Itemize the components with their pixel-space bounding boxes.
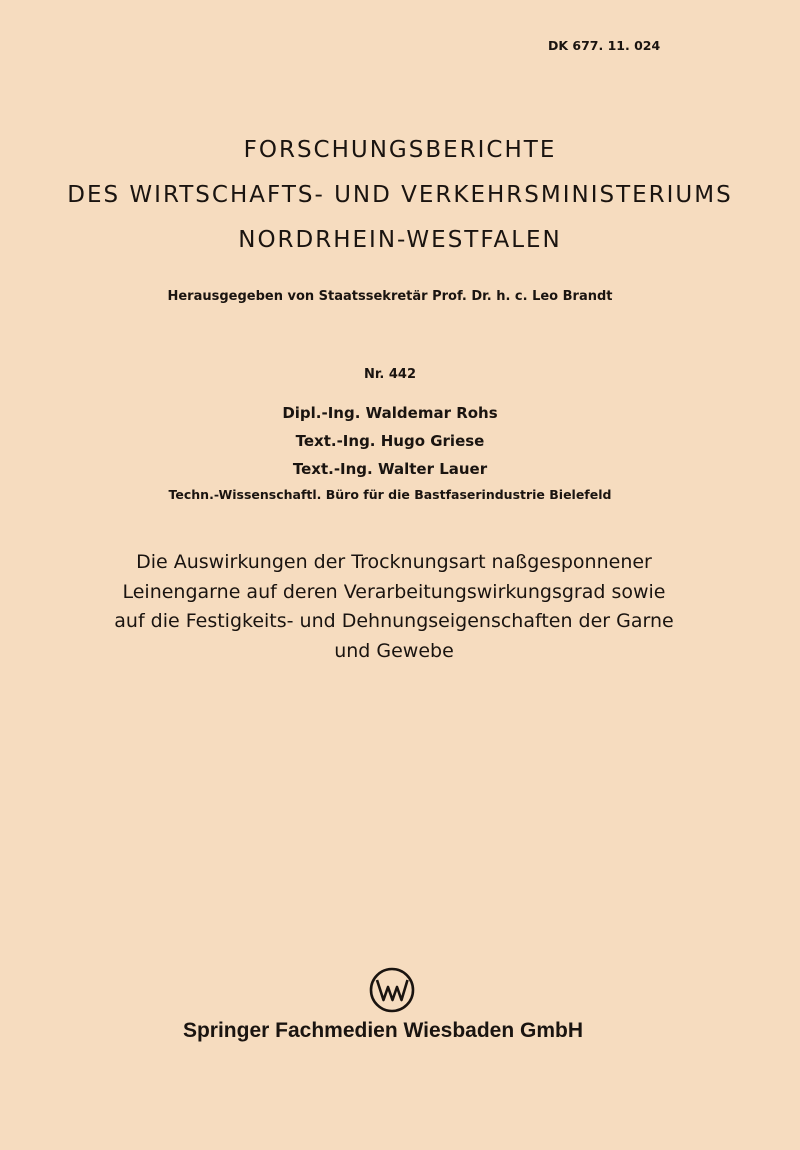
author-1: Dipl.-Ing. Waldemar Rohs (282, 404, 498, 422)
report-number: Nr. 442 (363, 367, 417, 382)
series-title-line-1: FORSCHUNGSBERICHTE (243, 137, 557, 163)
report-title (0, 548, 788, 666)
dk-number: DK 677. 11. 024 (548, 38, 661, 53)
springer-w-logo-icon (369, 967, 415, 1013)
author-3: Text.-Ing. Walter Lauer (292, 460, 488, 478)
report-title-line-1: Die Auswirkungen der Trocknungsart naßgesponnener (136, 551, 652, 573)
series-title-line-3: NORDRHEIN-WESTFALEN (238, 227, 562, 253)
editor-line: Herausgegeben von Staatssekretär Prof. Dr. h. c. Leo Brandt (167, 289, 613, 304)
affiliation: Techn.-Wissenschaftl. Büro für die Bastfaserindustrie Bielefeld (168, 487, 612, 502)
author-list (0, 399, 780, 483)
report-title-line-2: Leinengarne auf deren Verarbeitungswirkungsgrad sowie (122, 580, 666, 603)
author-2: Text.-Ing. Hugo Griese (295, 432, 485, 450)
publisher-name: Springer Fachmedien Wiesbaden GmbH (182, 1019, 584, 1042)
series-title (0, 128, 800, 263)
report-title-line-4: und Gewebe (334, 639, 454, 662)
report-title-line-3: auf die Festigkeits- und Dehnungseigenschaften der Garne (114, 610, 674, 632)
series-title-line-2: DES WIRTSCHAFTS- UND VERKEHRSMINISTERIUMS (67, 182, 733, 208)
